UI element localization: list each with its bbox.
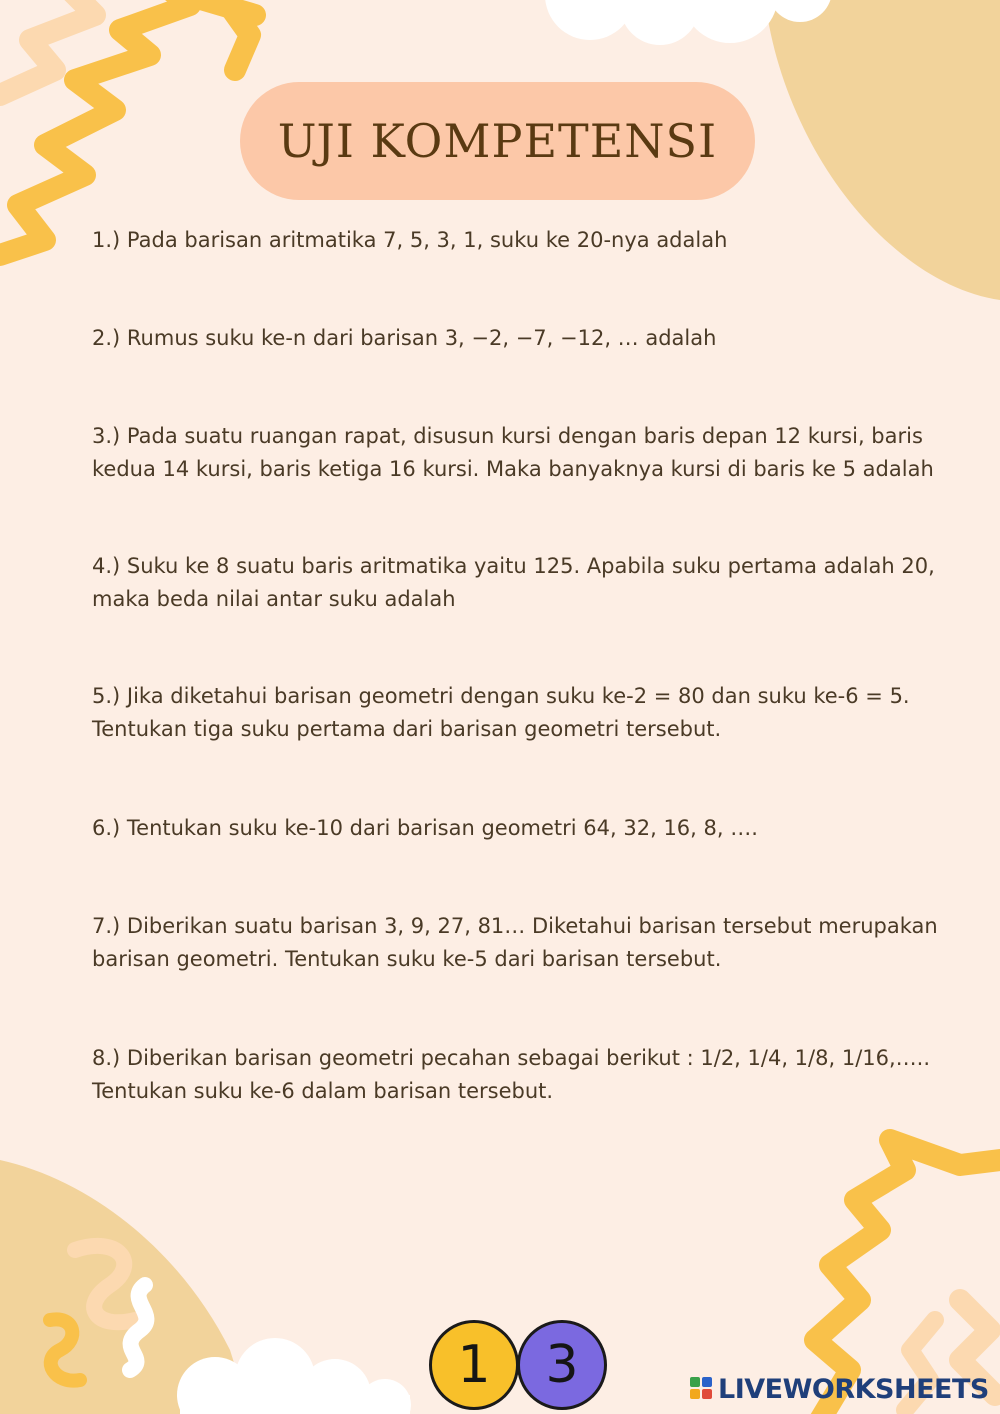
- page-number-badges: [425, 1310, 615, 1414]
- badge-number-three: 3: [517, 1320, 607, 1410]
- liveworksheets-logo-icon: [690, 1377, 714, 1401]
- liveworksheets-brand[interactable]: [690, 1372, 989, 1406]
- question-item: 5.) Jika diketahui barisan geometri dengan suku ke-2 = 80 dan suku ke-6 = 5. Tentukan tiga suku pertama dari barisan geometri tersebut.: [92, 684, 910, 741]
- question-item: 7.) Diberikan suatu barisan 3, 9, 27, 81… Diketahui barisan tersebut merupakan barisan geometri. Tentukan suku ke-5 dari barisan tersebut.: [92, 914, 938, 971]
- question-item: 6.) Tentukan suku ke-10 dari barisan geometri 64, 32, 16, 8, ….: [92, 816, 758, 840]
- question-item: 8.) Diberikan barisan geometri pecahan sebagai berikut : 1/2, 1/4, 1/8, 1/16,….. Tentukan suku ke-6 dalam barisan tersebut.: [92, 1046, 931, 1103]
- question-item: 4.) Suku ke 8 suatu baris aritmatika yaitu 125. Apabila suku pertama adalah 20, maka beda nilai antar suku adalah: [92, 554, 935, 611]
- badge-number-one: 1: [429, 1320, 519, 1410]
- title-banner: [240, 82, 755, 200]
- question-item: 1.) Pada barisan aritmatika 7, 5, 3, 1, suku ke 20-nya adalah: [92, 228, 728, 252]
- brand-label: LIVEWORKSHEETS: [718, 1373, 989, 1405]
- question-item: 2.) Rumus suku ke-n dari barisan 3, −2, −7, −12, … adalah: [92, 326, 717, 350]
- question-item: 3.) Pada suatu ruangan rapat, disusun kursi dengan baris depan 12 kursi, baris kedua 14 kursi, baris ketiga 16 kursi. Maka banyaknya kursi di baris ke 5 adalah: [92, 424, 934, 481]
- page-title: UJI KOMPETENSI: [277, 114, 718, 168]
